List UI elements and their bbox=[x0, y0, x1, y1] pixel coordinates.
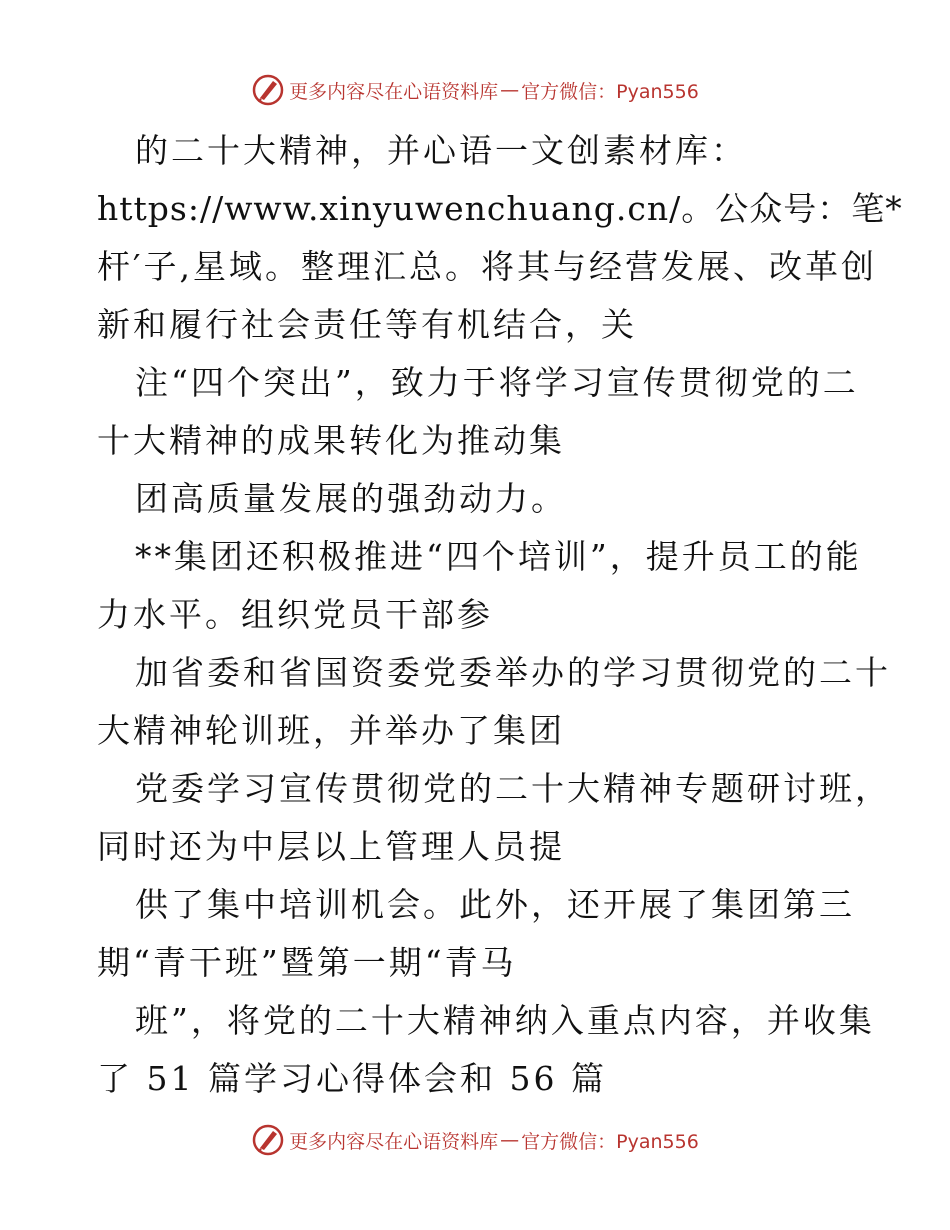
text-line: 期“青干班”暨第一期“青马 bbox=[97, 943, 517, 982]
body-text bbox=[97, 122, 903, 1108]
banner-separator: — bbox=[500, 1129, 520, 1151]
text-line: 了 51 篇学习心得体会和 56 篇 bbox=[97, 1059, 607, 1098]
text-line: 新和履行社会责任等有机结合，关 bbox=[97, 305, 637, 344]
text-line: 同时还为中层以上管理人员提 bbox=[97, 827, 565, 866]
text-line: 供了集中培训机会。此外，还开展了集团第三 bbox=[135, 885, 855, 924]
text-line: **集团还积极推进“四个培训”，提升员工的能 bbox=[135, 537, 862, 576]
banner-separator: — bbox=[500, 79, 520, 101]
banner-text: 更多内容尽在心语资料库 bbox=[289, 80, 499, 103]
text-line: 团高质量发展的强劲动力。 bbox=[135, 479, 567, 518]
text-line: 十大精神的成果转化为推动集 bbox=[97, 421, 565, 460]
text-line: 大精神轮训班，并举办了集团 bbox=[97, 711, 565, 750]
text-line: 党委学习宣传贯彻党的二十大精神专题研讨班， bbox=[135, 769, 891, 808]
text-line: 注“四个突出”，致力于将学习宣传贯彻党的二 bbox=[135, 363, 859, 402]
quill-pen-circle-icon bbox=[251, 1123, 285, 1157]
text-line: 加省委和省国资委党委举办的学习贯彻党的二十 bbox=[135, 653, 891, 692]
text-line: 班”，将党的二十大精神纳入重点内容，并收集 bbox=[135, 1001, 875, 1040]
text-line: 的二十大精神，并心语一文创素材库： bbox=[135, 131, 747, 170]
banner-wechat: 官方微信：Pyan556 bbox=[521, 1130, 699, 1153]
text-line: 力水平。组织党员干部参 bbox=[97, 595, 493, 634]
banner-text: 更多内容尽在心语资料库 bbox=[289, 1130, 499, 1153]
header-banner bbox=[0, 70, 950, 110]
banner-wechat: 官方微信：Pyan556 bbox=[521, 80, 699, 103]
quill-pen-circle-icon bbox=[251, 73, 285, 107]
footer-banner bbox=[0, 1120, 950, 1160]
text-line: https://www.xinyuwenchuang.cn/。公众号：笔* bbox=[97, 189, 903, 228]
text-line: 杆′子,星域。整理汇总。将其与经营发展、改革创 bbox=[97, 247, 877, 286]
